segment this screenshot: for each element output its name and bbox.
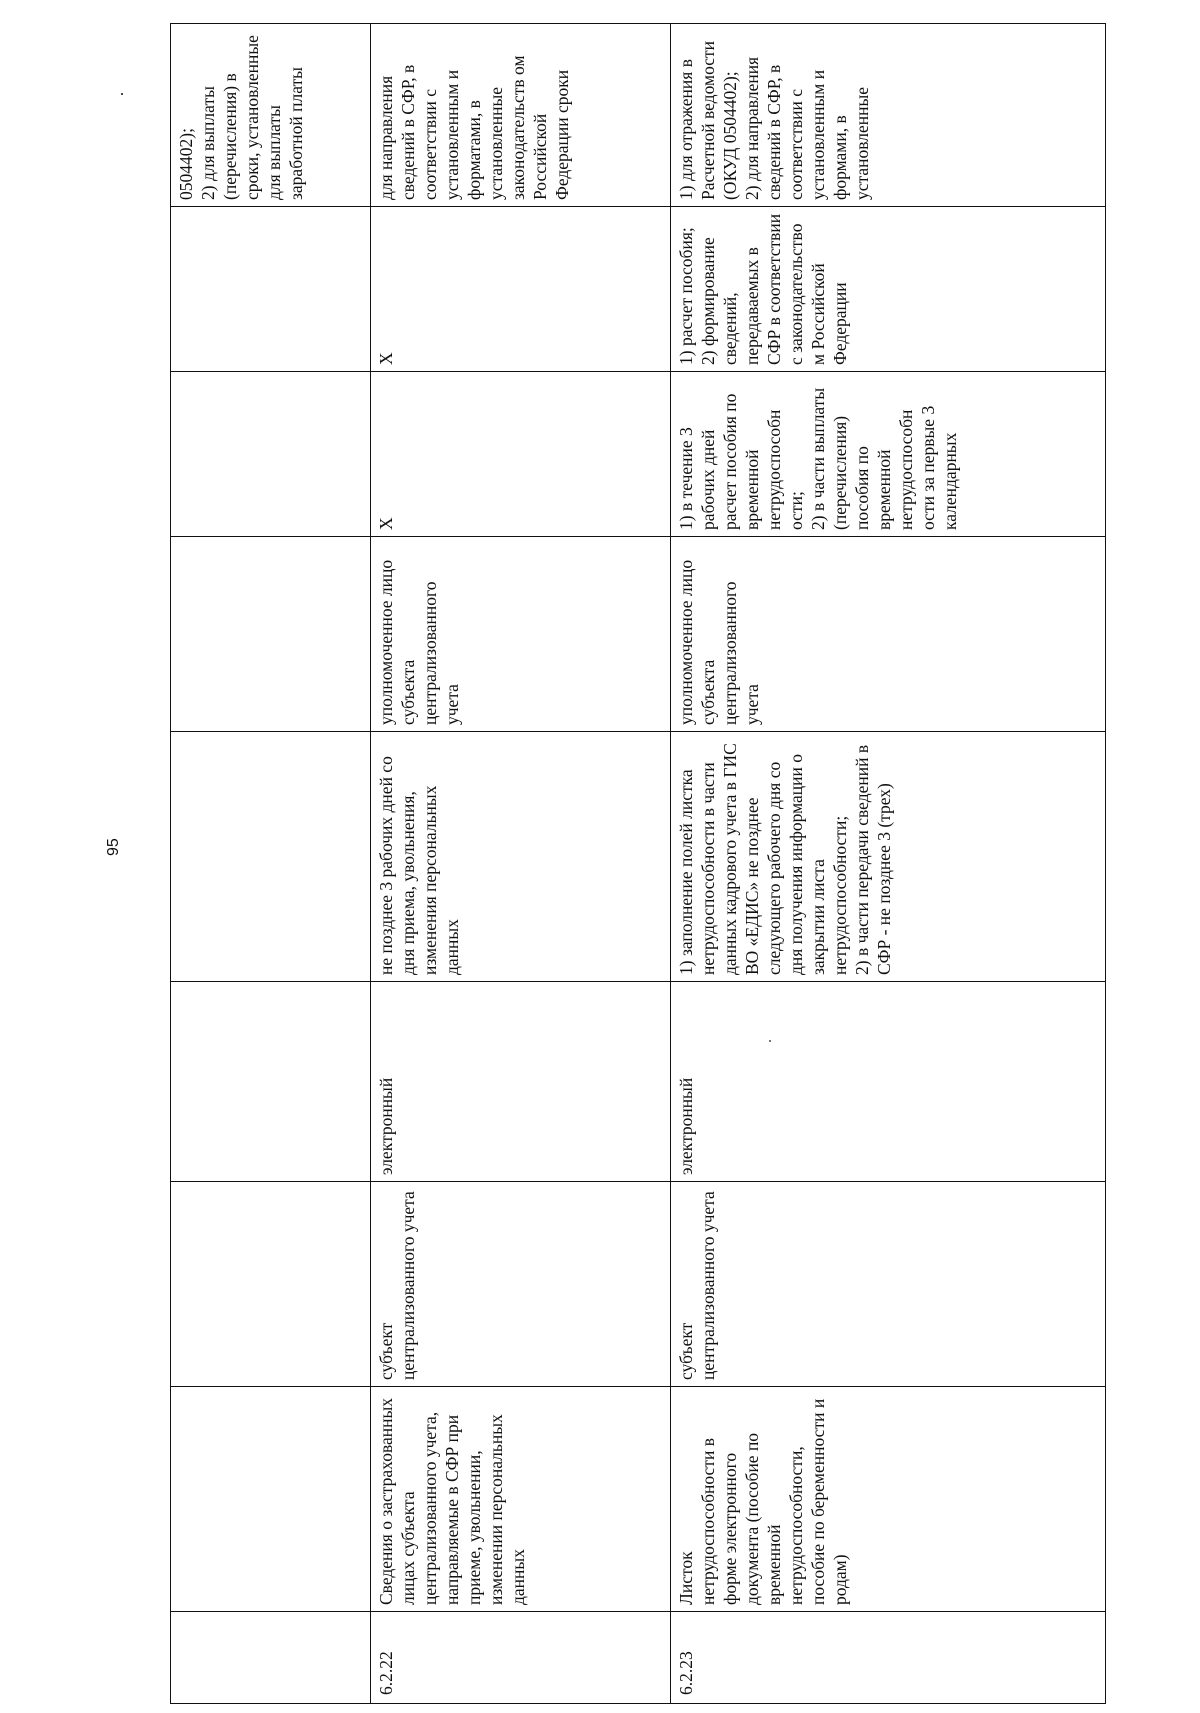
cell-responsible: субъект централизованного учета [671,1182,1106,1387]
cell-term: X [371,372,671,537]
cell-form: электронный [371,982,671,1182]
cell-document-name: Сведения о застрахованных лицах субъекта централизованного учета, направляемые в СФР при приеме, увольнении, изменении персональных данных [371,1387,671,1612]
cell-document-name: Листок нетрудоспособности в форме электронного документа (пособие по временной нетрудоспособности, пособие по беременности и родам) [671,1387,1106,1612]
cell-executor [171,537,371,732]
cell-executor: уполномоченное лицо субъекта централизованного учета [671,537,1106,732]
cell-purpose: 1) для отражения в Расчетной ведомости (ОКУД 0504402); 2) для направления сведений в СФР, в соответствии с установленным и формами, в установленные [671,24,1106,207]
table-row-6-2-22 [371,24,671,1704]
cell-deadline: 1) заполнение полей листка нетрудоспособности в части данных кадрового учета в ГИС ВО «ЕДИС» не позднее следующего рабочего дня со дня получения информации о закрытии листа нетрудоспособности; 2) в части передачи сведений в СФР - не позднее 3 (трех) [671,732,1106,982]
margin-dot [121,93,123,95]
cell-responsible [171,1182,371,1387]
cell-executor: уполномоченное лицо субъекта централизованного учета [371,537,671,732]
cell-deadline: не позднее 3 рабочих дней со дня приема, увольнения, изменения персональных данных [371,732,671,982]
rotated-table-container [170,24,1105,1704]
cell-action [171,207,371,372]
cell-number: 6.2.22 [371,1612,671,1704]
cell-term: 1) в течение 3 рабочих дней расчет пособия по временной нетрудоспособн ости; 2) в части выплаты (перечисления) пособия по временной нетрудоспособн ости за первые 3 календарных [671,372,1106,537]
cell-action: 1) расчет пособия; 2) формирование сведений, передаваемых в СФР в соответствии с законодательство м Российской Федерации [671,207,1106,372]
cell-responsible: субъект централизованного учета [371,1182,671,1387]
page-number: 95 [105,838,122,856]
cell-number: 6.2.23 [671,1612,1106,1704]
table-row-continuation [171,24,371,1704]
cell-action: X [371,207,671,372]
cell-form [171,982,371,1182]
cell-term [171,372,371,537]
cell-purpose: 0504402); 2) для выплаты (перечисления) в сроки, установленные для выплаты заработной платы [171,24,371,207]
cell-form: электронный [671,982,1106,1182]
cell-purpose: для направления сведений в СФР, в соответствии с установленным и форматами, в установленные законодательств ом Российской Федерации сроки [371,24,671,207]
table-row-6-2-23 [671,24,1106,1704]
cell-document-name [171,1387,371,1612]
cell-deadline [171,732,371,982]
cell-number [171,1612,371,1704]
documents-table [170,23,1106,1704]
